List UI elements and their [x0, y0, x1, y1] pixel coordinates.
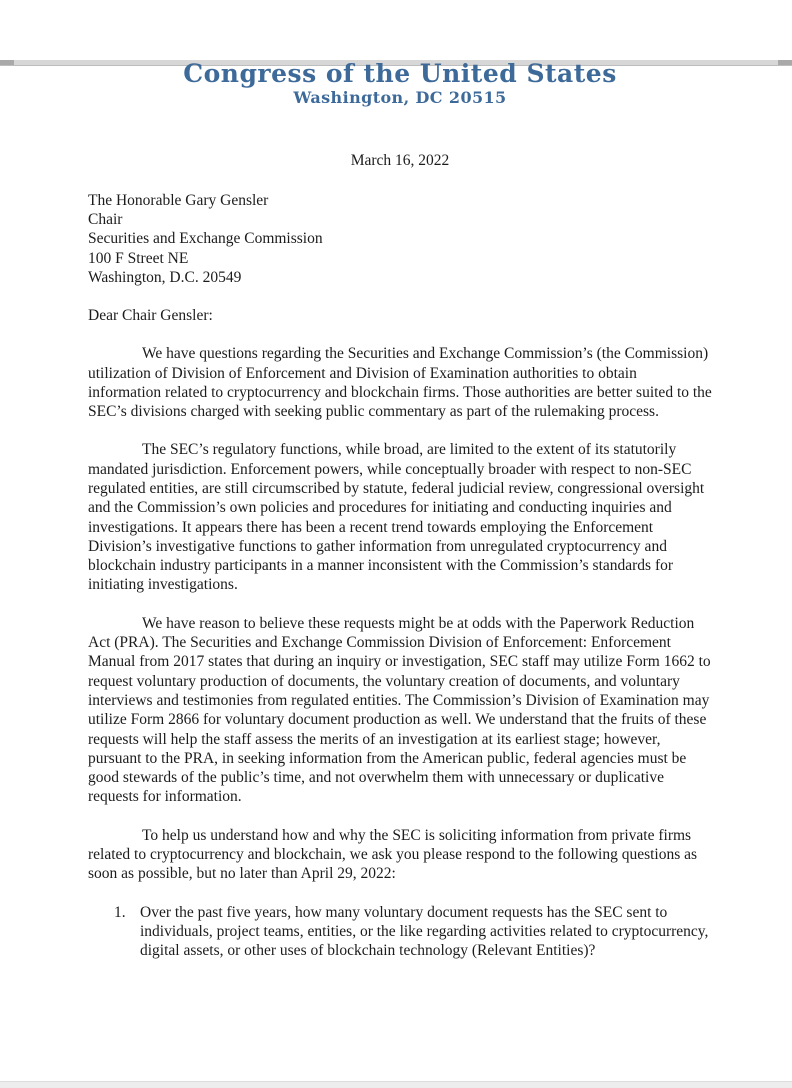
- question-list: [88, 903, 712, 961]
- letterhead: [88, 60, 712, 107]
- scan-edge-bottom: [0, 1081, 792, 1088]
- body-paragraph-2: The SEC’s regulatory functions, while broad, are limited to the extent of its statutorily mandated jurisdiction. Enforcement powers, while conceptually broader with respect to non-SEC regulated entities, are still circumscribed by statute, federal judicial review, congressional oversight and the Commission’s own policies and procedures for initiating and conducting inquiries and investigations. It appears there has been a recent trend towards employing the Enforcement Division’s investigative functions to gather information from unregulated cryptocurrency and blockchain industry participants in a manner inconsistent with the Commission’s standards for initiating investigations.: [88, 441, 705, 594]
- recipient-name: The Honorable Gary Gensler: [88, 192, 269, 209]
- body-paragraph-3: We have reason to believe these requests might be at odds with the Paperwork Reduction Act (PRA). The Securities and Exchange Commission Division of Enforcement: Enforcement Manual from 2017 states that during an inquiry or investigation, SEC staff may utilize Form 1662 to request voluntary production of documents, the voluntary creation of documents, and voluntary interviews and testimonies from regulated entities. The Commission’s Division of Examination may utilize Form 2866 for voluntary document production as well. We understand that the fruits of these requests will help the staff assess the merits of an investigation at its earliest stage; however, pursuant to the PRA, in seeking information from the American public, federal agencies must be good stewards of the public’s time, and not overwhelm them with unnecessary or duplicative requests for information.: [88, 614, 711, 806]
- recipient-org: Securities and Exchange Commission: [88, 230, 323, 248]
- recipient-city: Washington, D.C. 20549: [88, 268, 242, 286]
- salutation: Dear Chair Gensler:: [88, 307, 213, 325]
- body-paragraph-4: To help us understand how and why the SEC is soliciting information from private firms related to cryptocurrency and blockchain, we ask you please respond to the following questions as soon as possible, but no later than April 29, 2022:: [88, 826, 698, 883]
- recipient-title: Chair: [88, 211, 123, 229]
- letter-content: [0, 60, 792, 961]
- question-text: Over the past five years, how many voluntary document requests has the SEC sent to individuals, project teams, entities, or the like regarding activities related to cryptocurrency, digital assets, or other uses of blockchain technology (Relevant Entities)?: [140, 903, 709, 960]
- recipient-street: 100 F Street NE: [88, 249, 189, 267]
- question-item-1: [114, 903, 712, 961]
- letterhead-address: Washington, DC 20515: [293, 88, 507, 107]
- letter-date: March 16, 2022: [350, 152, 450, 169]
- letterhead-title: Congress of the United States: [183, 59, 617, 88]
- letter-page: [0, 60, 792, 1088]
- recipient-address: [88, 191, 712, 287]
- question-number: 1.: [114, 903, 126, 921]
- body-paragraph-1: We have questions regarding the Securities and Exchange Commission’s (the Commission) utilization of Division of Enforcement and Division of Examination authorities to obtain information related to cryptocurrency and blockchain firms. Those authorities are better suited to the SEC’s divisions charged with seeking public commentary as part of the rulemaking process.: [88, 345, 712, 421]
